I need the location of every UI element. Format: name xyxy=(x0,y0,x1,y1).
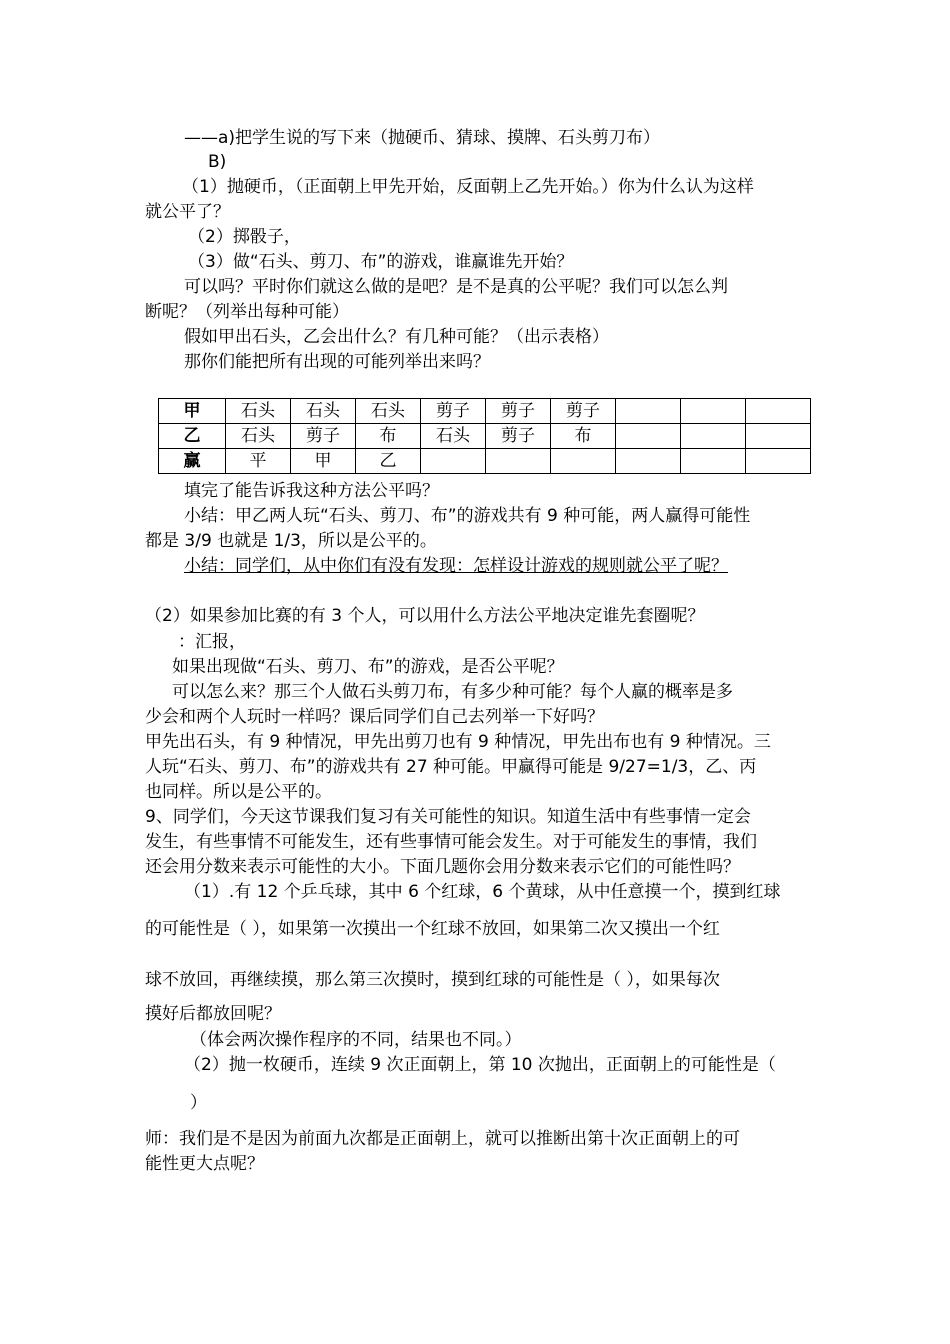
text-line: 小结：甲乙两人玩“石头、剪刀、布”的游戏共有 9 种可能，两人赢得可能性 xyxy=(184,506,751,526)
table-cell: 布 xyxy=(356,424,421,449)
table-cell: 剪子 xyxy=(486,424,551,449)
text-line: 摸好后都放回呢？ xyxy=(145,1004,281,1024)
text-line: 可以怎么来？那三个人做石头剪刀布，有多少种可能？每个人赢的概率是多 xyxy=(172,682,733,702)
table-cell: 剪子 xyxy=(421,399,486,424)
summary-line: 小结：同学们，从中你们有没有发现：怎样设计游戏的规则就公平了呢？ xyxy=(184,556,728,576)
table-cell: 乙 xyxy=(356,449,421,474)
table-cell: 赢 xyxy=(159,449,226,474)
text-line: 少会和两个人玩时一样吗？课后同学们自己去列举一下好吗？ xyxy=(145,707,604,727)
table-row xyxy=(159,424,811,449)
text-line: ） xyxy=(190,1093,207,1113)
table-cell xyxy=(746,449,811,474)
possibility-table xyxy=(158,398,811,474)
text-line: （2）抛一枚硬币，连续 9 次正面朝上，第 10 次抛出，正面朝上的可能性是（ xyxy=(184,1055,776,1075)
text-line: （3）做“石头、剪刀、布”的游戏，谁赢谁先开始？ xyxy=(188,252,574,272)
table-cell: 甲 xyxy=(291,449,356,474)
text-line: （1）.有 12 个乒乓球，其中 6 个红球，6 个黄球，从中任意摸一个，摸到红球 xyxy=(184,882,781,902)
table-cell xyxy=(421,449,486,474)
text-line: 能性更大点呢？ xyxy=(145,1154,264,1174)
text-line: （体会两次操作程序的不同，结果也不同。） xyxy=(190,1030,522,1050)
table-cell: 乙 xyxy=(159,424,226,449)
table-row xyxy=(159,449,811,474)
text-line: 9、同学们，今天这节课我们复习有关可能性的知识。知道生活中有些事情一定会 xyxy=(145,807,751,827)
table-cell xyxy=(681,424,746,449)
table-cell: 平 xyxy=(226,449,291,474)
table-cell xyxy=(616,399,681,424)
text-line: 还会用分数来表示可能性的大小。下面几题你会用分数来表示它们的可能性吗？ xyxy=(145,857,740,877)
text-line: （1）抛硬币，（正面朝上甲先开始，反面朝上乙先开始。）你为什么认为这样 xyxy=(182,177,754,197)
text-line: 人玩“石头、剪刀、布”的游戏共有 27 种可能。甲赢得可能是 9/27=1/3，乙、丙 xyxy=(145,757,757,777)
text-line: 假如甲出石头，乙会出什么？有几种可能？（出示表格） xyxy=(184,327,609,347)
table-row xyxy=(159,399,811,424)
text-line: 就公平了？ xyxy=(145,202,230,222)
text-line: ：汇报， xyxy=(178,632,246,652)
text-line: 的可能性是（ ），如果第一次摸出一个红球不放回，如果第二次又摸出一个红 xyxy=(145,919,720,939)
text-line: （2）掷骰子， xyxy=(188,227,301,247)
table-cell: 甲 xyxy=(159,399,226,424)
table-cell: 布 xyxy=(551,424,616,449)
text-line: 如果出现做“石头、剪刀、布”的游戏，是否公平呢？ xyxy=(172,657,564,677)
text-line: 那你们能把所有出现的可能列举出来吗？ xyxy=(184,352,490,372)
text-line: 都是 3/9 也就是 1/3，所以是公平的。 xyxy=(145,531,437,551)
table-cell: 剪子 xyxy=(486,399,551,424)
text-line: B) xyxy=(208,152,227,172)
text-line: （2）如果参加比赛的有 3 个人，可以用什么方法公平地决定谁先套圈呢？ xyxy=(145,606,705,626)
text-line: 可以吗？平时你们就这么做的是吧？是不是真的公平呢？我们可以怎么判 xyxy=(184,277,728,297)
table-cell xyxy=(746,424,811,449)
text-line: 也同样。所以是公平的。 xyxy=(145,782,332,802)
text-line: 甲先出石头，有 9 种情况，甲先出剪刀也有 9 种情况，甲先出布也有 9 种情况。三 xyxy=(145,732,771,752)
table-cell xyxy=(616,449,681,474)
table-cell xyxy=(616,424,681,449)
table-cell: 石头 xyxy=(356,399,421,424)
table-cell: 石头 xyxy=(291,399,356,424)
text-line: ——a)把学生说的写下来（抛硬币、猜球、摸牌、石头剪刀布） xyxy=(184,128,661,148)
table-cell xyxy=(681,399,746,424)
table-cell xyxy=(681,449,746,474)
text-line: 断呢？（列举出每种可能） xyxy=(145,302,349,322)
table-cell: 剪子 xyxy=(291,424,356,449)
table-cell xyxy=(551,449,616,474)
table-cell xyxy=(486,449,551,474)
text-line: 球不放回，再继续摸，那么第三次摸时，摸到红球的可能性是（ ），如果每次 xyxy=(145,970,720,990)
table-cell: 石头 xyxy=(226,399,291,424)
text-line: 发生，有些事情不可能发生，还有些事情可能会发生。对于可能发生的事情，我们 xyxy=(145,832,757,852)
text-line: 填完了能告诉我这种方法公平吗？ xyxy=(184,481,439,501)
table-cell xyxy=(746,399,811,424)
table-cell: 石头 xyxy=(421,424,486,449)
table-cell: 剪子 xyxy=(551,399,616,424)
text-line: 师：我们是不是因为前面九次都是正面朝上，就可以推断出第十次正面朝上的可 xyxy=(145,1129,740,1149)
table-cell: 石头 xyxy=(226,424,291,449)
